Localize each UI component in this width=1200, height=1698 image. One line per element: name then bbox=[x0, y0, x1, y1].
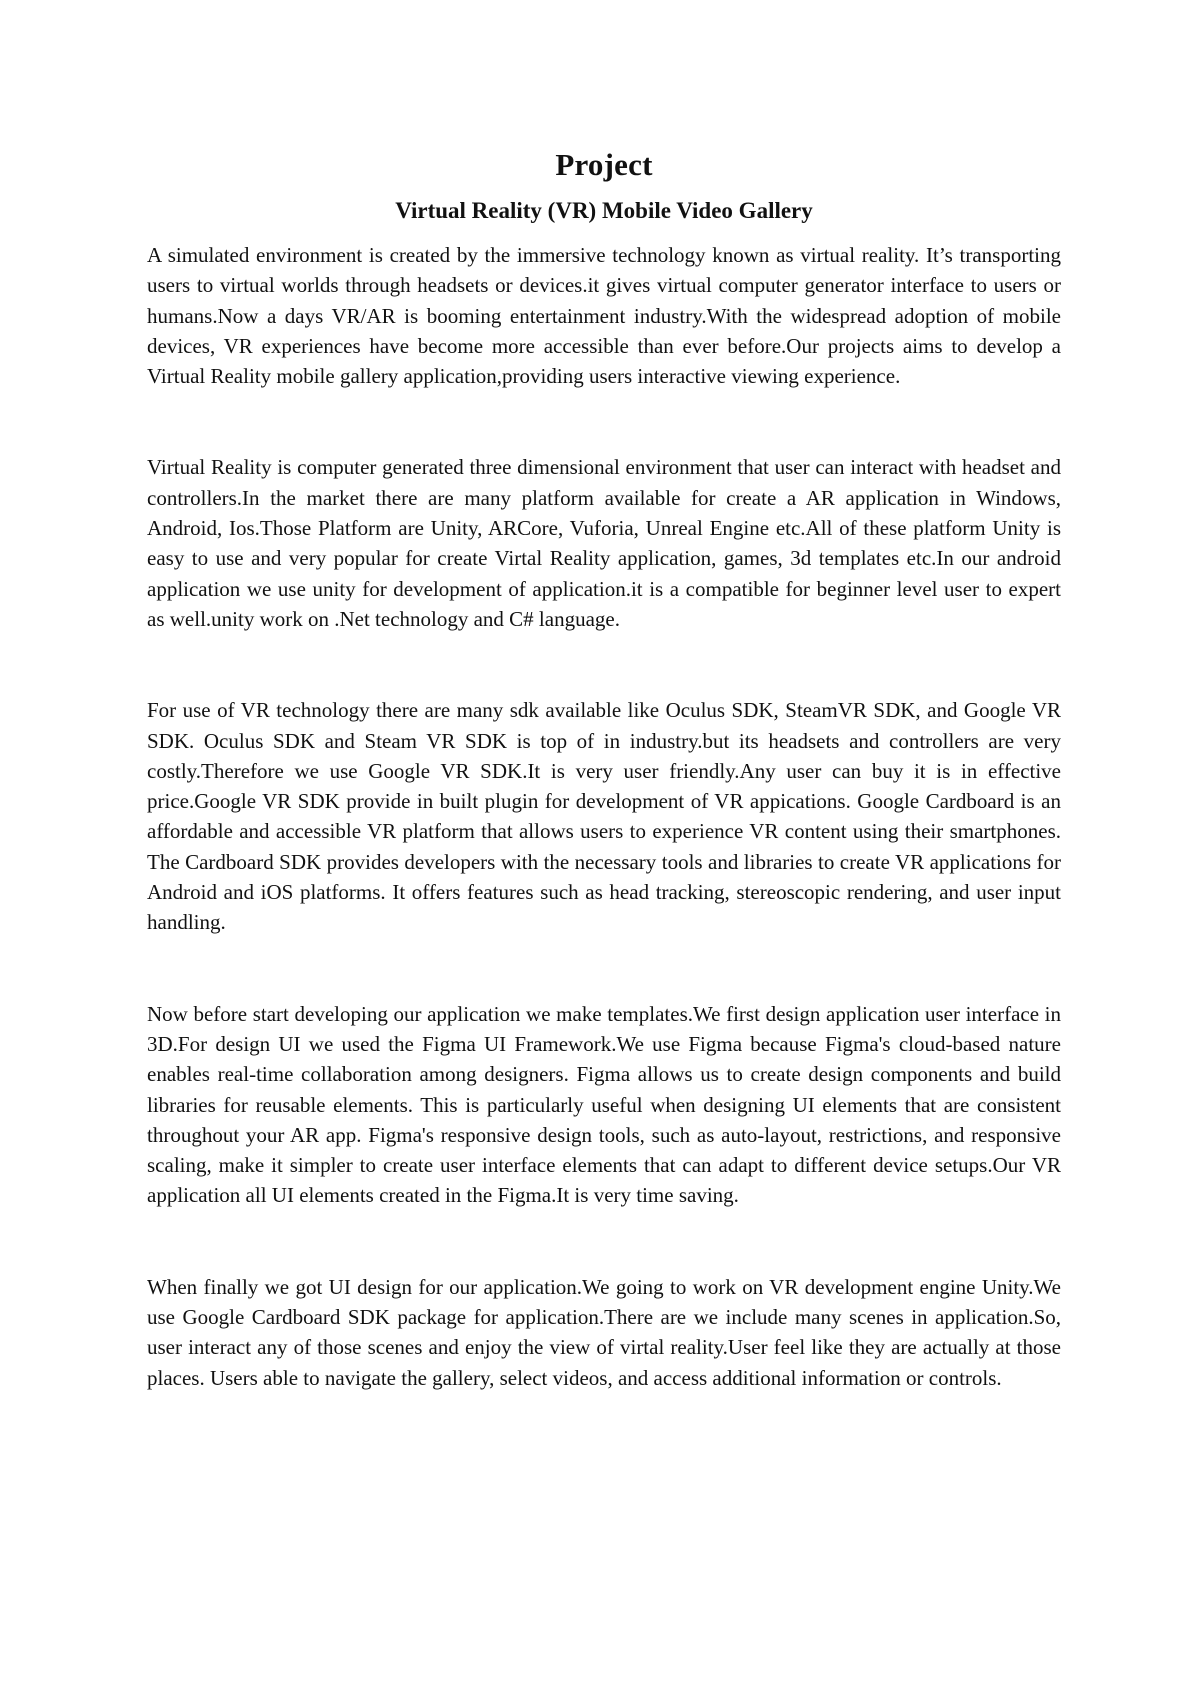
paragraph-unity: Virtual Reality is computer generated three dimensional environment that user can interact with headset and controllers.In the market there are many platform available for create a AR application in Windows, Android, Ios.Those Platform are Unity, ARCore, Vuforia, Unreal Engine etc.All of these platform Unity is easy to use and very popular for create Virtal Reality application, games, 3d templates etc.In our android application we use unity for development of application.it is a compatible for beginner level user to expert as well.unity work on .Net technology and C# language. bbox=[147, 455, 1061, 631]
paragraph-intro: A simulated environment is created by the immersive technology known as virtual reality. It’s transporting users to virtual worlds through headsets or devices.it gives virtual computer generator interface to users or humans.Now a days VR/AR is booming entertainment industry.With the widespread adoption of mobile devices, VR experiences have become more accessible than ever before.Our projects aims to develop a Virtual Reality mobile gallery application,providing users interactive viewing experience. bbox=[147, 243, 1061, 389]
paragraph-figma: Now before start developing our application we make templates.We first design application user interface in 3D.For design UI we used the Figma UI Framework.We use Figma because Figma's cloud-based nature enables real-time collaboration among designers. Figma allows us to create design components and build libraries for reusable elements. This is particularly useful when designing UI elements that are consistent throughout your AR app. Figma's responsive design tools, such as auto-layout, restrictions, and responsive scaling, make it simpler to create user interface elements that can adapt to different device setups.Our VR application all UI elements created in the Figma.It is very time saving. bbox=[147, 1001, 1061, 1208]
paragraph-development: When finally we got UI design for our application.We going to work on VR development engine Unity.We use Google Cardboard SDK package for application.There are we include many scenes in application.So, user interact any of those scenes and enjoy the view of virtal reality.User feel like they are actually at those places. Users able to navigate the gallery, select videos, and access additional information or controls. bbox=[147, 1274, 1061, 1390]
document-subtitle: Virtual Reality (VR) Mobile Video Gallery bbox=[395, 198, 813, 223]
document-body bbox=[147, 140, 1061, 1393]
paragraph-vr-sdk: For use of VR technology there are many sdk available like Oculus SDK, SteamVR SDK, and Google VR SDK. Oculus SDK and Steam VR SDK is top of in industry.but its headsets and controllers are very costly.Therefore we use Google VR SDK.It is very user friendly.Any user can buy it is in effective price.Google VR SDK provide in built plugin for development of VR appications. Google Cardboard is an affordable and accessible VR platform that allows users to experience VR content using their smartphones. The Cardboard SDK provides developers with the necessary tools and libraries to create VR applications for Android and iOS platforms. It offers features such as head tracking, stereoscopic rendering, and user input handling. bbox=[147, 698, 1061, 935]
document-title: Project bbox=[555, 147, 653, 182]
